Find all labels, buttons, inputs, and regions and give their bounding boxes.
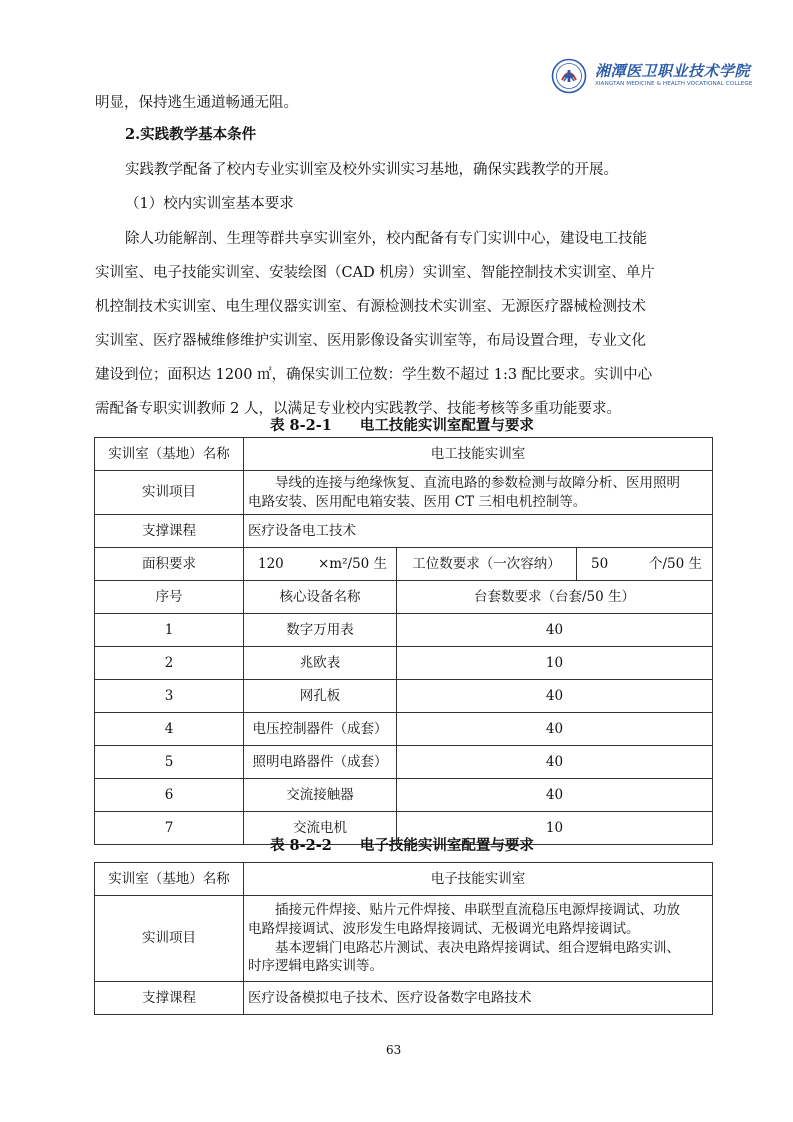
table-row xyxy=(95,471,713,515)
table-row xyxy=(95,746,713,779)
college-name: 湘潭医卫职业技术学院 xyxy=(595,62,751,80)
table-caption-number: 表 8-2-2 xyxy=(270,837,332,854)
device-cell: 网孔板 xyxy=(244,680,397,713)
college-logo xyxy=(551,58,781,96)
cell-text-line: 电路安装、医用配电箱安装、医用 CT 三相电机控制等。 xyxy=(248,493,587,510)
qty-cell: 40 xyxy=(397,680,713,713)
table-label-cell: 面积要求 xyxy=(95,548,244,581)
table-value-cell: 电工技能实训室 xyxy=(244,438,713,471)
table-row xyxy=(95,779,713,812)
area-value: 120 xyxy=(258,555,284,572)
table-caption xyxy=(270,839,534,854)
page-number: 63 xyxy=(386,1043,402,1057)
section-heading: 2.实践教学基本条件 xyxy=(125,126,257,143)
table-row xyxy=(95,438,713,471)
table-label-cell: 支撑课程 xyxy=(95,515,244,548)
table-row xyxy=(95,982,713,1015)
seq-cell: 2 xyxy=(95,647,244,680)
cell-text-line: 导线的连接与绝缘恢复、直流电路的参数检测与故障分析、医用照明 xyxy=(275,474,680,491)
seq-cell: 3 xyxy=(95,680,244,713)
column-header: 台套数要求（台套/50 生） xyxy=(397,581,713,614)
qty-cell: 40 xyxy=(397,746,713,779)
column-header: 核心设备名称 xyxy=(244,581,397,614)
paragraph-line: 需配备专职实训教师 2 人，以满足专业校内实践教学、技能考核等多重功能要求。 xyxy=(95,401,621,417)
table-value-cell xyxy=(577,548,713,581)
qty-cell: 10 xyxy=(397,647,713,680)
sub-heading: （1）校内实训室基本要求 xyxy=(125,196,294,212)
table-row xyxy=(95,863,713,896)
table-label-cell: 支撑课程 xyxy=(95,982,244,1015)
table-value-cell xyxy=(244,471,713,515)
config-table-electronics xyxy=(94,862,713,1015)
table-value-cell xyxy=(244,548,397,581)
table-row xyxy=(95,548,713,581)
table-row xyxy=(95,647,713,680)
column-header: 序号 xyxy=(95,581,244,614)
qty-cell: 40 xyxy=(397,779,713,812)
seq-cell: 1 xyxy=(95,614,244,647)
station-unit: 个/50 生 xyxy=(649,555,703,572)
config-table-electrical xyxy=(94,437,713,845)
paragraph-line: 实训室、电子技能实训室、安装绘图（CAD 机房）实训室、智能控制技术实训室、单片 xyxy=(95,265,655,281)
qty-cell: 40 xyxy=(397,713,713,746)
table-header-row xyxy=(95,581,713,614)
device-cell: 照明电路器件（成套） xyxy=(244,746,397,779)
table-value-cell: 医疗设备电工技术 xyxy=(244,515,713,548)
table-caption xyxy=(270,419,534,434)
paragraph-line: 机控制技术实训室、电生理仪器实训室、有源检测技术实训室、无源医疗器械检测技术 xyxy=(95,299,646,315)
table-label-cell: 实训室（基地）名称 xyxy=(95,863,244,896)
table-row xyxy=(95,713,713,746)
table-row xyxy=(95,680,713,713)
table-label-cell: 实训室（基地）名称 xyxy=(95,438,244,471)
table-row xyxy=(95,614,713,647)
body-text-line: 明显，保持逃生通道畅通无阻。 xyxy=(95,95,298,111)
device-cell: 交流接触器 xyxy=(244,779,397,812)
table-caption-title: 电子技能实训室配置与要求 xyxy=(359,837,534,854)
seq-cell: 5 xyxy=(95,746,244,779)
cell-text-line: 时序逻辑电路实训等。 xyxy=(248,958,383,975)
table-value-cell: 医疗设备模拟电子技术、医疗设备数字电路技术 xyxy=(244,982,713,1015)
device-cell: 数字万用表 xyxy=(244,614,397,647)
cell-text-line: 基本逻辑门电路芯片测试、表决电路焊接调试、组合逻辑电路实训、 xyxy=(275,939,680,956)
college-english-name: XIANGTAN MEDICINE & HEALTH VOCATIONAL COLLEGE xyxy=(595,81,753,87)
paragraph-line: 建设到位；面积达 1200 ㎡，确保实训工位数：学生数不超过 1:3 配比要求。实训中心 xyxy=(95,367,653,383)
station-value: 50 xyxy=(591,555,609,572)
seq-cell: 6 xyxy=(95,779,244,812)
table-caption-number: 表 8-2-1 xyxy=(270,417,332,434)
cell-text-line: 电路焊接调试、波形发生电路焊接调试、无极调光电路焊接调试。 xyxy=(248,920,640,937)
table-value-cell: 电子技能实训室 xyxy=(244,863,713,896)
table-row xyxy=(95,515,713,548)
cell-text-line: 插接元件焊接、贴片元件焊接、串联型直流稳压电源焊接调试、功放 xyxy=(275,901,680,918)
college-emblem-icon xyxy=(551,58,587,94)
qty-cell: 10 xyxy=(397,812,713,845)
area-unit: ×m²/50 生 xyxy=(318,555,388,572)
seq-cell: 4 xyxy=(95,713,244,746)
table-row xyxy=(95,896,713,982)
device-cell: 电压控制器件（成套） xyxy=(244,713,397,746)
device-cell: 兆欧表 xyxy=(244,647,397,680)
table-label-cell: 实训项目 xyxy=(95,471,244,515)
device-cell: 交流电机 xyxy=(244,812,397,845)
table-caption-title: 电工技能实训室配置与要求 xyxy=(359,417,534,434)
seq-cell: 7 xyxy=(95,812,244,845)
table-value-cell xyxy=(244,896,713,982)
body-paragraph: 实践教学配备了校内专业实训室及校外实训实习基地，确保实践教学的开展。 xyxy=(125,162,618,178)
paragraph-line: 实训室、医疗器械维修维护实训室、医用影像设备实训室等，布局设置合理，专业文化 xyxy=(95,333,646,349)
paragraph-line: 除人功能解剖、生理等群共享实训室外，校内配备有专门实训中心，建设电工技能 xyxy=(125,231,647,247)
table-label-cell: 实训项目 xyxy=(95,896,244,982)
qty-cell: 40 xyxy=(397,614,713,647)
table-label-cell: 工位数要求（一次容纳） xyxy=(397,548,577,581)
